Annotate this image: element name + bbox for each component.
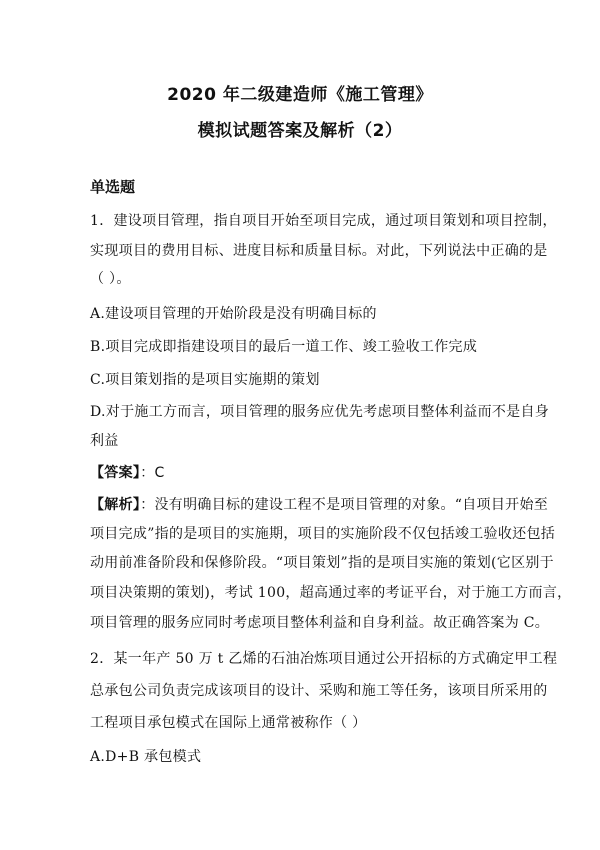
q2-stem-line2: 总承包公司负责完成该项目的设计、采购和施工等任务，该项目所采用的 [90, 683, 548, 699]
q1-analysis-line4: 项目决策期的策划)，考试 100，超高通过率的考证平台，对于施工方而言， [90, 585, 572, 601]
q2-option-a: A.D+B 承包模式 [90, 749, 202, 765]
q1-option-a: A.建设项目管理的开始阶段是没有明确目标的 [90, 306, 377, 322]
q1-option-b: B.项目完成即指建设项目的最后一道工作、竣工验收工作完成 [90, 339, 478, 355]
q1-option-c: C.项目策划指的是项目实施期的策划 [90, 372, 320, 388]
q1-stem-line2: 实现项目的费用目标、进度目标和质量目标。对此，下列说法中正确的是 [90, 243, 548, 259]
analysis-text-line1: ：没有明确目标的建设工程不是项目管理的对象。“自项目开始至 [140, 497, 549, 513]
q1-analysis-line5: 项目管理的服务应同时考虑项目整体利益和自身利益。故正确答案为 C。 [90, 615, 550, 631]
q1-option-d-line2: 利益 [90, 433, 119, 449]
q2-stem-line3: 工程项目承包模式在国际上通常被称作（ ） [90, 715, 367, 731]
document-title-line2: 模拟试题答案及解析（2） [197, 121, 403, 141]
q1-analysis-line1 [90, 494, 549, 514]
q1-analysis-line3: 动用前准备阶段和保修阶段。“项目策划”指的是项目实施的策划(它区别于 [90, 555, 554, 571]
analysis-label: 【解析】 [90, 497, 141, 513]
q1-stem-line1: 1．建设项目管理，指自项目开始至项目完成，通过项目策划和项目控制， [90, 213, 557, 229]
document-title-line1: 2020 年二级建造师《施工管理》 [167, 85, 433, 105]
answer-value: ：C [140, 465, 165, 481]
q1-analysis-line2: 项目完成”指的是项目的实施期，项目的实施阶段不仅包括竣工验收还包括 [90, 526, 556, 542]
q1-stem-line3: （ ）。 [90, 271, 131, 287]
section-heading: 单选题 [90, 178, 136, 196]
q2-stem-line1: 2．某一年产 50 万 t 乙烯的石油冶炼项目通过公开招标的方式确定甲工程 [90, 651, 558, 667]
q1-option-d-line1: D.对于施工方而言，项目管理的服务应优先考虑项目整体利益而不是自身 [90, 404, 550, 420]
q1-answer [90, 462, 165, 482]
answer-label: 【答案】 [90, 465, 141, 481]
